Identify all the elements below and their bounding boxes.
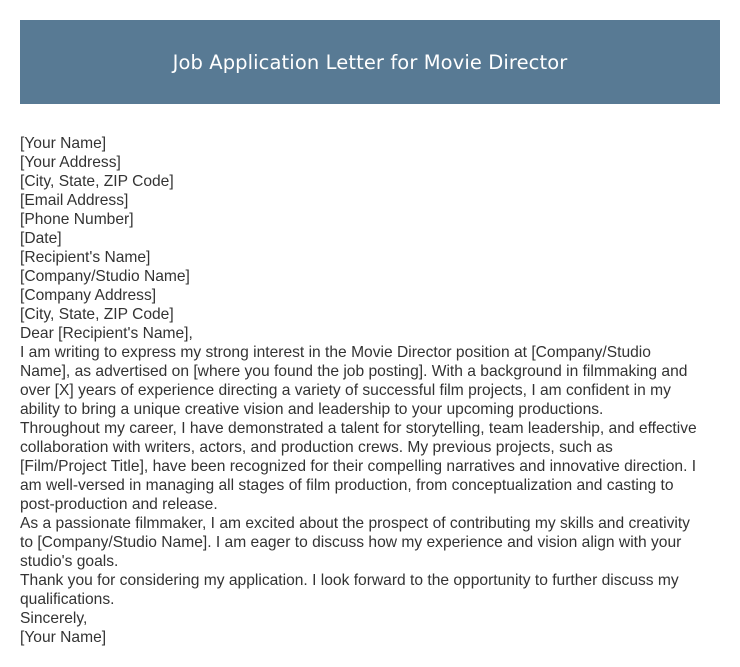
recipient-address: [Company Address] xyxy=(20,287,157,304)
paragraph-line: Throughout my career, I have demonstrated a talent for storytelling, team leadership, and effective xyxy=(20,420,697,437)
recipient-company: [Company/Studio Name] xyxy=(20,268,190,285)
sender-city-state-zip: [City, State, ZIP Code] xyxy=(20,173,174,190)
page-title: Job Application Letter for Movie Director xyxy=(172,50,568,74)
paragraph-line: am well-versed in managing all stages of film production, from conceptualization and casting to xyxy=(20,477,674,494)
sender-email: [Email Address] xyxy=(20,192,129,209)
letter-body xyxy=(20,134,720,647)
paragraph-line: to [Company/Studio Name]. I am eager to discuss how my experience and vision align with your xyxy=(20,534,682,551)
paragraph-motivation xyxy=(20,514,720,571)
signature-name: [Your Name] xyxy=(20,629,107,646)
paragraph-intro xyxy=(20,343,720,419)
paragraph-line: Thank you for considering my application. I look forward to the opportunity to further discuss my xyxy=(20,572,679,589)
paragraph-experience xyxy=(20,419,720,514)
paragraph-line: ability to bring a unique creative vision and leadership to your upcoming productions. xyxy=(20,401,604,418)
paragraph-line: I am writing to express my strong interest in the Movie Director position at [Company/Studio xyxy=(20,344,651,361)
title-banner xyxy=(20,20,720,104)
sender-address: [Your Address] xyxy=(20,154,121,171)
paragraph-line: qualifications. xyxy=(20,591,115,608)
salutation: Dear [Recipient's Name], xyxy=(20,325,193,342)
paragraph-line: collaboration with writers, actors, and production crews. My previous projects, such as xyxy=(20,439,613,456)
recipient-city-state-zip: [City, State, ZIP Code] xyxy=(20,306,174,323)
paragraph-line: studio's goals. xyxy=(20,553,119,570)
recipient-name: [Recipient's Name] xyxy=(20,249,151,266)
sender-phone: [Phone Number] xyxy=(20,211,134,228)
closing: Sincerely, xyxy=(20,610,88,627)
paragraph-line: [Film/Project Title], have been recognized for their compelling narratives and innovative direction. I xyxy=(20,458,697,475)
sender-name: [Your Name] xyxy=(20,135,107,152)
paragraph-line: Name], as advertised on [where you found the job posting]. With a background in filmmaking and xyxy=(20,363,688,380)
paragraph-line: post-production and release. xyxy=(20,496,218,513)
paragraph-thanks xyxy=(20,571,720,609)
paragraph-line: As a passionate filmmaker, I am excited about the prospect of contributing my skills and creativity xyxy=(20,515,690,532)
paragraph-line: over [X] years of experience directing a variety of successful film projects, I am confident in my xyxy=(20,382,671,399)
letter-date: [Date] xyxy=(20,230,62,247)
